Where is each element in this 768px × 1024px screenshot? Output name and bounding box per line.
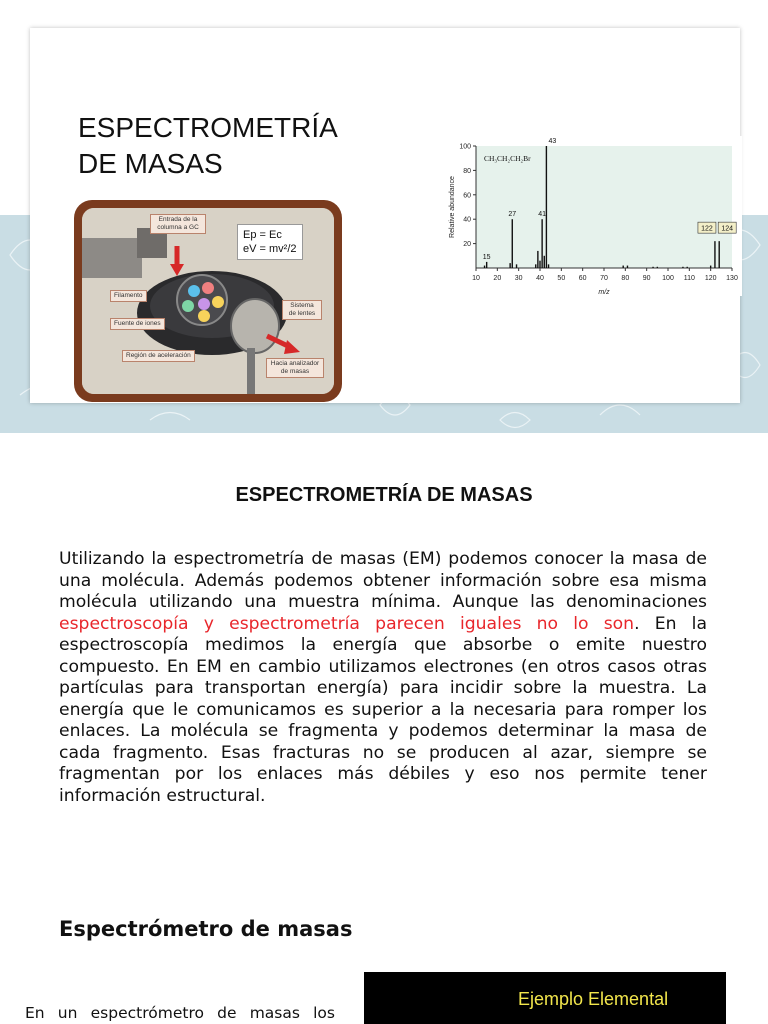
video-title: Ejemplo Elemental [518,989,669,1009]
peak-label: 124 [721,225,734,233]
compound-formula: CH₃CH₂CH₂Br [484,154,531,163]
x-tick-label: 50 [557,275,566,282]
mass-spectrum-svg [416,136,742,296]
label-analyzer: Hacia analizador de masas [266,358,324,378]
video-player[interactable] [364,972,726,1024]
label-inlet: Entrada de la columna a GC [150,214,206,234]
formula-line2: eV = mv²/2 [243,243,297,255]
label-acceleration: Región de aceleración [122,350,195,362]
para-highlight: espectroscopía y espectrometría parecen iguales no lo son [59,613,635,634]
intro-paragraph [59,549,707,807]
para-text-2: . En la espectroscopía medimos la energía que absorbe o emite nuestro compuesto. En EM en cambio utilizamos electrones (en otros casos otras partículas para transportan energía) para incidir sobre la muestra. La energía que le comunicamos es superior a la necesaria para romper los enlaces. La molécula se fragmenta y podemos determinar la masa de cada fragmento. Esas fracturas no se producen al azar, siempre se fragmentan por los enlaces más débiles y eso nos permite tener información estructural. [59,613,707,806]
slide-title-line2: DE MASAS [78,148,223,179]
label-lens-system: Sistema de lentes [282,300,322,320]
peak-label: 15 [482,253,491,261]
x-tick-label: 40 [536,275,544,282]
y-tick-label: 20 [463,241,471,249]
x-tick-label: 90 [642,275,651,282]
formula-line1: Ep = Ec [243,229,282,241]
peak-label: 43 [548,138,557,145]
title-slide [30,28,740,403]
section-title: ESPECTROMETRÍA DE MASAS [235,484,533,506]
photo-inner [82,208,334,394]
x-tick-label: 60 [578,275,587,282]
y-axis-title: Relative abundance [449,176,456,238]
peak-label: 27 [508,211,517,219]
slide-title [78,110,338,182]
y-tick-label: 60 [463,192,471,200]
x-tick-label: 10 [472,275,480,282]
peak-label: 41 [538,211,547,219]
x-tick-label: 70 [600,275,608,282]
x-tick-label: 130 [726,275,738,282]
label-filament: Filamento [110,290,147,302]
mass-spectrometer-photo [74,200,342,402]
peak-label: 122 [701,225,713,233]
x-tick-label: 20 [493,275,502,282]
y-tick-label: 100 [459,143,471,151]
energy-formula [237,224,303,260]
mass-spectrum-chart [416,136,742,296]
x-tick-label: 110 [683,275,695,282]
y-tick-label: 80 [463,167,471,175]
x-tick-label: 100 [662,275,674,282]
label-ion-source: Fuente de iones [110,318,165,330]
x-axis-title: m/z [598,289,610,296]
subsection-title: Espectrómetro de masas [59,917,353,941]
subsection-text: En un espectrómetro de masas los [25,1004,335,1022]
y-tick-label: 40 [463,216,471,224]
x-tick-label: 30 [514,275,523,282]
x-tick-label: 80 [621,275,630,282]
para-text-1: Utilizando la espectrometría de masas (EM) podemos conocer la masa de una molécula. Además podemos obtener información sobre esa misma molécula utilizando una muestra mínima. Aunque las denominaciones [59,549,707,612]
slide-title-line1: ESPECTROMETRÍA [78,112,338,143]
x-tick-label: 120 [704,275,717,282]
plot-area [476,146,732,268]
